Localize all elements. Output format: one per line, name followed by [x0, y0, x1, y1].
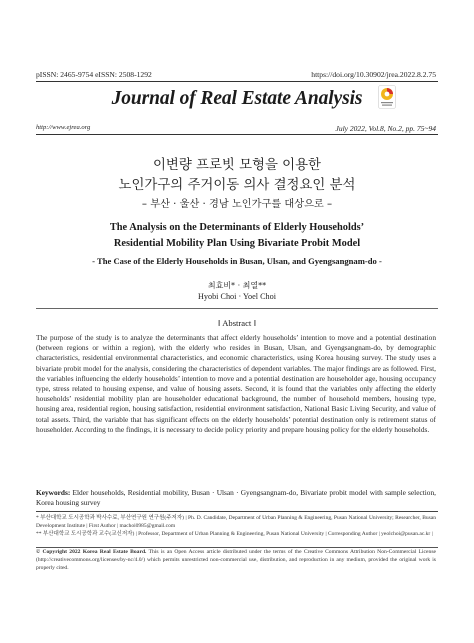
- footnote-corresponding-author: ** 부산대학교 도시공학과 교수(교신저자) | Professor, Department of Urban Planning & Engineering, Pusan National University | Corresponding Author | yeolchoi@pusan.ac.kr |: [36, 531, 433, 537]
- keywords: [36, 488, 436, 508]
- journal-title: Journal of Real Estate Analysis: [111, 88, 363, 109]
- header-divider: [36, 81, 438, 82]
- copyright-text: This is an Open Access article distributed under the terms of the Creative Commons Attribution Non-Commercial License (http://creativecommons.org/licenses/by-nc/4.0/) which permits unrestricted non-commercial use, distribution, and reproduction in any medium, provided the original work is properly cited.: [36, 549, 436, 571]
- english-title-line2: Residential Mobility Plan Using Bivariate Probit Model: [113, 238, 361, 249]
- korean-title-line1: 이변량 프로빗 모형을 이용한: [153, 158, 321, 173]
- abstract-text: The purpose of the study is to analyze the determinants that affect elderly households’ intention to move and a potential destination (between regions or within a region), with the elderly who resides in Busan, Ulsan, and Gyengsangnam-do, by demographic characteristics, residential environmental characteristics, and economic characteristics, using Korea housing survey. The study uses a bivariate probit model for the analysis, considering the characteristics of dependent variables. The major findings are as followed. First, the variables influencing the elderly households’ intention to move and a potential destination are householder age, housing occupancy type, stress related to housing expense, and value of housing assets. Second, it is found that the variables only affecting the elderly households’ residential mobility plan are householder educational background, the number of household members, housing type, housing area, residential region, housing satisfaction, residential environment satisfaction, National Basic Living Security, and value of total assets. Third, the variable that has significant effects on the elderly households’ potential destination only is retirement status of householder. According to the findings, it is necessary to decide policy priority and prepare housing policy for the elderly households.: [36, 333, 436, 434]
- footnote-divider: [36, 511, 438, 512]
- header-divider-2: [36, 134, 438, 135]
- keywords-label: Keywords:: [36, 488, 71, 497]
- copyright-bold: © Copyright 2022 Korea Real Estate Board.: [36, 549, 147, 555]
- authors-korean: 최효비* · 최열**: [207, 281, 267, 290]
- korean-subtitle: – 부산 · 울산 · 경남 노인가구를 대상으로 –: [141, 199, 333, 210]
- english-subtitle: - The Case of the Elderly Households in Busan, Ulsan, and Gyengsangnam-do -: [92, 256, 382, 266]
- journal-url[interactable]: http://www.ejrea.org: [36, 124, 91, 131]
- issn-info: pISSN: 2465-9754 eISSN: 2508-1292: [36, 70, 152, 79]
- keywords-text: Elder households, Residential mobility, Busan · Ulsan · Gyengsangnam-do, Bivariate probit model with sample selection, Korea housing survey: [36, 488, 436, 508]
- authors-english: Hyobi Choi · Yoel Choi: [197, 292, 277, 301]
- copyright-notice: [36, 549, 436, 572]
- korean-title-line2: 노인가구의 주거이동 의사 결정요인 분석: [118, 178, 356, 193]
- english-title-line1: The Analysis on the Determinants of Elderly Households’: [109, 222, 365, 233]
- abstract-divider: [36, 308, 438, 309]
- abstract-heading: ‖ Abstract ‖: [218, 318, 256, 328]
- footnote-first-author: * 부산대학교 도시공학과 박사수료, 부산연구원 연구원(주저자) | Ph. D. Candidate, Department of Urban Planning & Engineering, Pusan National University; Researcher, Busan Development Institute | First Author | machoi0985@gmail.com: [36, 515, 436, 529]
- check-for-updates-icon[interactable]: [378, 85, 396, 109]
- doi-link[interactable]: https://doi.org/10.30902/jrea.2022.8.2.75: [311, 70, 436, 79]
- volume-info: July 2022, Vol.8, No.2, pp. 75~94: [335, 124, 436, 133]
- copyright-divider: [36, 547, 438, 548]
